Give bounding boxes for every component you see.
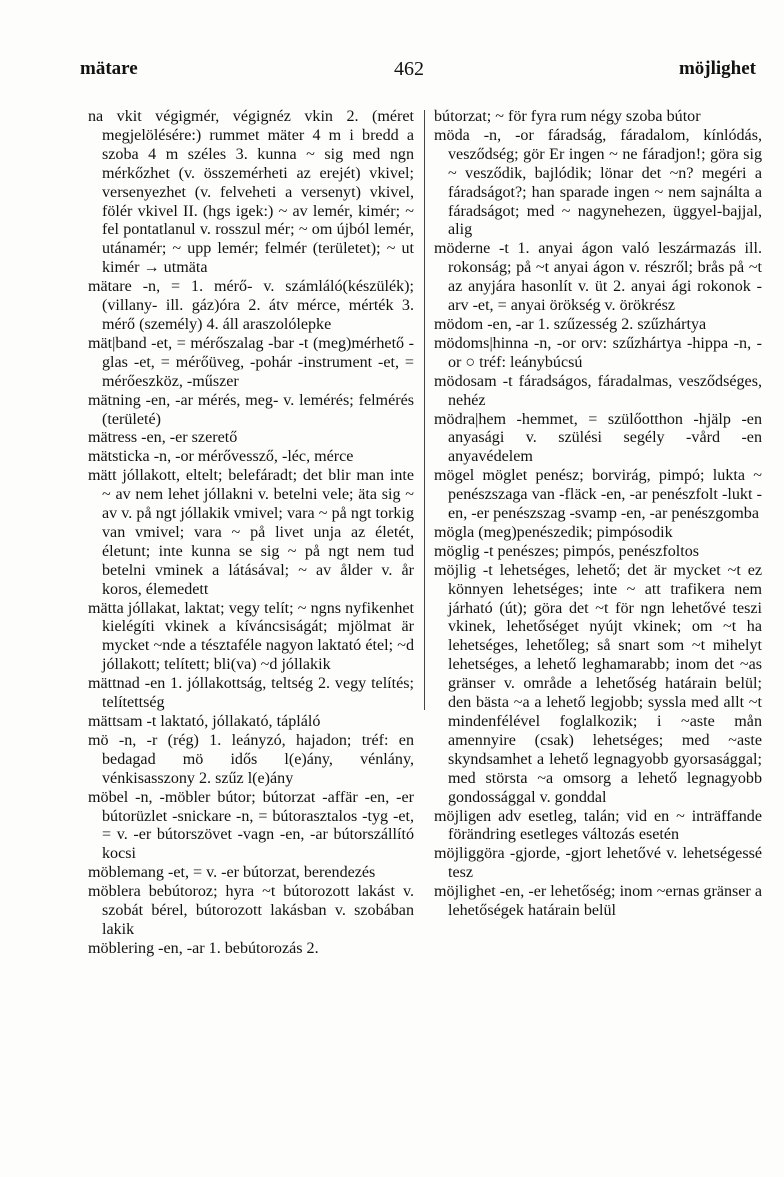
dictionary-entry: bútorzat; ~ för fyra rum négy szoba bútor	[434, 108, 701, 125]
dictionary-entry: mätsticka -n, -or mérővessző, -léc, mérce	[88, 448, 354, 466]
column-divider	[424, 110, 425, 710]
header-first-headword: mätare	[80, 58, 138, 79]
dictionary-entry: mödoms|hinna -n, -or orv: szűzhártya -hippa -n, -or ○ tréf: leánybúcsú	[434, 334, 762, 371]
dictionary-entry: mättsam -t laktató, jóllakató, tápláló	[88, 713, 321, 730]
dictionary-entry: möderne -t 1. anyai ágon való leszármazás ill. rokonság; på ~t anyai ágon v. részről; brås på ~t az anyjára hasonlít v. üt 2. anyai ági rokonok -arv -et, = anyai örökség v. örökrész	[434, 240, 762, 315]
page-header	[80, 58, 756, 98]
dictionary-entry: möblemang -et, = v. -er bútorzat, berendezés	[88, 864, 376, 882]
dictionary-entry: mätress -en, -er szerető	[88, 429, 238, 447]
dictionary-entry: mättnad -en 1. jóllakottság, teltség 2. vegy telítés; telítettség	[88, 675, 414, 712]
dictionary-entry: na vkit végigmér, végignéz vkin 2. (méret megjelölésére:) rummet mäter 4 m i bredd a szoba 4 m széles 3. kunna ~ sig med ngn mérkőzhet (v. összemérheti az erejét) vkivel; versenyezhet (v. felveheti a versenyt) vkivel, fölér vkivel II. (hgs igek:) ~ av lemér, kimér; ~ fel pontatlanul v. rosszul mér; ~ om újból lemér, utánamér; ~ upp lemér; felmér (területet); ~ ut kimér → utmäta	[88, 108, 414, 277]
dictionary-entry: möblering -en, -ar 1. bebútorozás 2.	[88, 939, 319, 957]
dictionary-entry: mät|band -et, = mérőszalag -bar -t (meg)mérhető -glas -et, = mérőüveg, -pohár -instrument -et, = mérőeszköz, -műszer	[88, 334, 414, 390]
dictionary-entry: mätta jóllakat, laktat; vegy telít; ~ ngns nyfikenhet kielégíti vkinek a kíváncsiságát; mjölmat är mycket ~nde a tésztaféle nagyon laktató étel; ~d jóllakott; telített; bli(va) ~d jóllakik	[88, 599, 414, 674]
dictionary-entry: möjlighet -en, -er lehetőség; inom ~ernas gränser a lehetőségek határain belül	[434, 883, 762, 920]
dictionary-entry: möbel -n, -möbler bútor; bútorzat -affär -en, -er bútorüzlet -snickare -n, = bútorasztalos -tyg -et, = v. -er bútorszövet -vagn -en, -ar bútorszállító kocsi	[88, 788, 414, 863]
dictionary-entry: möblera bebútoroz; hyra ~t bútorozott lakást v. szobát bérel, bútorozott lakásban v. szobában lakik	[88, 883, 414, 938]
dictionary-entry: möjliggöra -gjorde, -gjort lehetővé v. lehetségessé tesz	[434, 845, 762, 882]
dictionary-entry: mögel möglet penész; borvirág, pimpó; lukta ~ penészszaga van -fläck -en, -ar penészfolt -lukt -en, -er penészszag -svamp -en, -ar penészgomba	[434, 467, 762, 523]
right-column	[434, 108, 762, 921]
dictionary-entry: mätning -en, -ar mérés, meg- v. lemérés; felmérés (területé)	[88, 391, 414, 428]
dictionary-entry: möjligen adv esetleg, talán; vid en ~ inträffande förändring esetleges változás esetén	[434, 807, 762, 844]
dictionary-entry: mödosam -t fáradságos, fáradalmas, vesződséges, nehéz	[434, 372, 762, 409]
dictionary-entry: mögla (meg)penészedik; pimpósodik	[434, 523, 673, 541]
dictionary-entry: möglig -t penészes; pimpós, penészfoltos	[434, 542, 700, 560]
dictionary-entry: möjlig -t lehetséges, lehető; det är mycket ~t ez könnyen lehetséges; inte ~ att trafikera nem járható (út); göra det ~t för ngn lehetővé teszi vkinek, lehetőséget nyújt vkinek; om ~t ha lehetséges, lehetőleg; så snart som ~t mihelyt lehetséges, a lehető leghamarabb; inom det ~as gränser v. område a lehetőség határain belül; den bästa ~a a lehető legjobb; syssla med allt ~t mindenfélével foglalkozik; i ~aste mån amennyire (csak) lehetséges; med ~aste skyndsamhet a lehető legnagyobb gyorsasággal; med största ~a omsorg a lehető legnagyobb gondossággal v. gonddal	[434, 561, 762, 806]
dictionary-entry: mätt jóllakott, eltelt; belefáradt; det blir man inte ~ av nem lehet jóllakni v. betelni vele; äta sig ~ av v. på ngt jóllakik vmivel; vara ~ på ngt torkig van vmivel; vara ~ på livet unja az életét, életunt; inte kunna se sig ~ på ngt nem tud betelni vminek a látásával; ~ av ålder v. år koros, élemedett	[88, 467, 414, 598]
dictionary-entry: mödra|hem -hemmet, = szülőotthon -hjälp -en anyasági v. szülési segély -vård -en anyavédelem	[434, 410, 762, 466]
header-last-headword: möjlighet	[678, 58, 756, 79]
dictionary-entry: möda -n, -or fáradság, fáradalom, kínlódás, vesződség; gör Er ingen ~ ne fáradjon!; göra sig ~ vesződik, bajlódik; lönar det ~n? megéri a fáradságot?; han sparade ingen ~ nem sajnálta a fáradságot; med ~ nagynehezen, üggyel-bajjal, alig	[434, 126, 762, 239]
dictionary-entry: mödom -en, -ar 1. szűzesség 2. szűzhártya	[434, 315, 707, 333]
dictionary-entry: mätare -n, = 1. mérő- v. számláló(készülék); (villany- ill. gáz)óra 2. átv mérce, mérték 3. mérő (személy) 4. áll araszolólepke	[88, 278, 414, 333]
left-column	[88, 108, 414, 959]
dictionary-entry: mö -n, -r (rég) 1. leányzó, hajadon; tréf: en bedagad mö idős l(e)ány, vénlány, vénkisasszony 2. szűz l(e)ány	[88, 731, 414, 787]
page-number: 462	[394, 58, 424, 80]
